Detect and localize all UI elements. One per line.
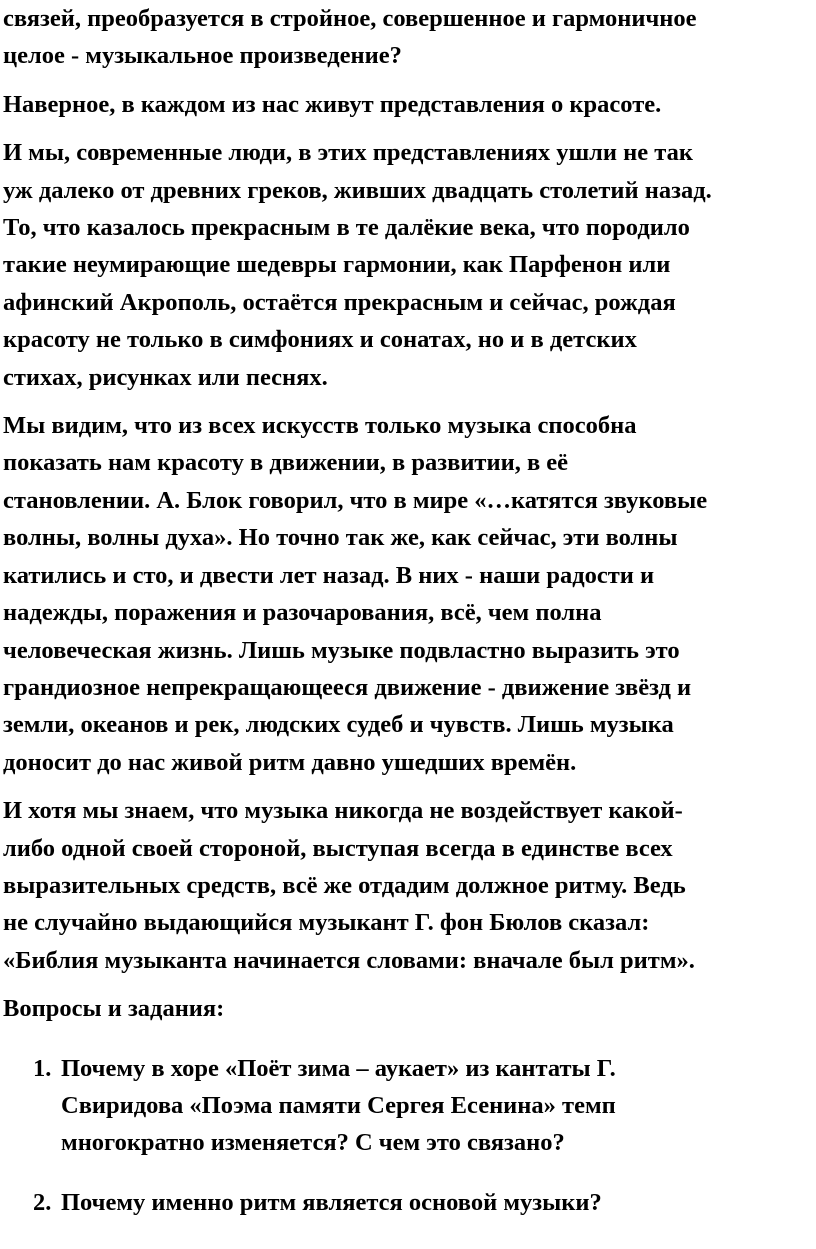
questions-heading: Вопросы и задания: <box>3 995 225 1023</box>
question-number: 1. <box>33 1054 52 1082</box>
text-line: целое - музыкальное произведение? <box>3 42 402 70</box>
text-line: «Библия музыканта начинается словами: вначале был ритм». <box>3 946 695 974</box>
paragraph <box>3 134 811 396</box>
paragraph <box>3 0 811 75</box>
text-line: Наверное, в каждом из нас живут представления о красоте. <box>3 90 662 118</box>
text-line: земли, океанов и рек, людских судеб и чувств. Лишь музыка <box>3 711 674 739</box>
text-line: стихах, рисунках или песнях. <box>3 363 328 391</box>
text-line: либо одной своей стороной, выступая всегда в единстве всех <box>3 834 673 862</box>
document-page <box>3 0 811 1243</box>
paragraph <box>3 407 811 781</box>
text-line: доносит до нас живой ритм давно ушедших времён. <box>3 748 577 776</box>
text-line: надежды, поражения и разочарования, всё, чем полна <box>3 599 602 627</box>
paragraph <box>3 86 811 123</box>
text-line: человеческая жизнь. Лишь музыке подвластно выразить это <box>3 636 680 664</box>
text-line: выразительных средств, всё же отдадим должное ритму. Ведь <box>3 871 686 899</box>
question-text-line: Почему в хоре «Поёт зима – аукает» из кантаты Г. <box>61 1054 616 1082</box>
text-line: становлении. А. Блок говорил, что в мире «…катятся звуковые <box>3 486 708 514</box>
text-line: волны, волны духа». Но точно так же, как сейчас, эти волны <box>3 524 678 552</box>
text-line: афинский Акрополь, остаётся прекрасным и сейчас, рождая <box>3 288 676 316</box>
paragraph <box>3 792 811 979</box>
text-line: показать нам красоту в движении, в развитии, в её <box>3 449 569 477</box>
question-number: 2. <box>33 1188 52 1216</box>
question-item <box>3 1050 811 1162</box>
text-line: катились и сто, и двести лет назад. В них - наши радости и <box>3 561 655 589</box>
question-item <box>3 1184 811 1221</box>
text-line: Мы видим, что из всех искусств только музыка способна <box>3 412 637 440</box>
text-line: То, что казалось прекрасным в те далёкие века, что породило <box>3 214 690 242</box>
text-line: связей, преобразуется в стройное, совершенное и гармоничное <box>3 5 697 32</box>
question-text-line: Свиридова «Поэма памяти Сергея Есенина» темп <box>61 1091 616 1119</box>
question-text-line: Почему именно ритм является основой музыки? <box>61 1188 602 1216</box>
questions-list <box>3 1050 811 1222</box>
text-line: И хотя мы знаем, что музыка никогда не воздействует какой- <box>3 797 683 825</box>
text-line: такие неумирающие шедевры гармонии, как Парфенон или <box>3 251 671 279</box>
question-text-line: многократно изменяется? С чем это связано? <box>61 1129 565 1157</box>
text-line: уж далеко от древних греков, живших двадцать столетий назад. <box>3 176 712 204</box>
text-line: красоту не только в симфониях и сонатах, но и в детских <box>3 326 637 354</box>
text-line: не случайно выдающийся музыкант Г. фон Бюлов сказал: <box>3 909 650 937</box>
body-text <box>3 0 811 979</box>
text-line: грандиозное непрекращающееся движение - движение звёзд и <box>3 673 692 701</box>
text-line: И мы, современные люди, в этих представлениях ушли не так <box>3 139 693 167</box>
